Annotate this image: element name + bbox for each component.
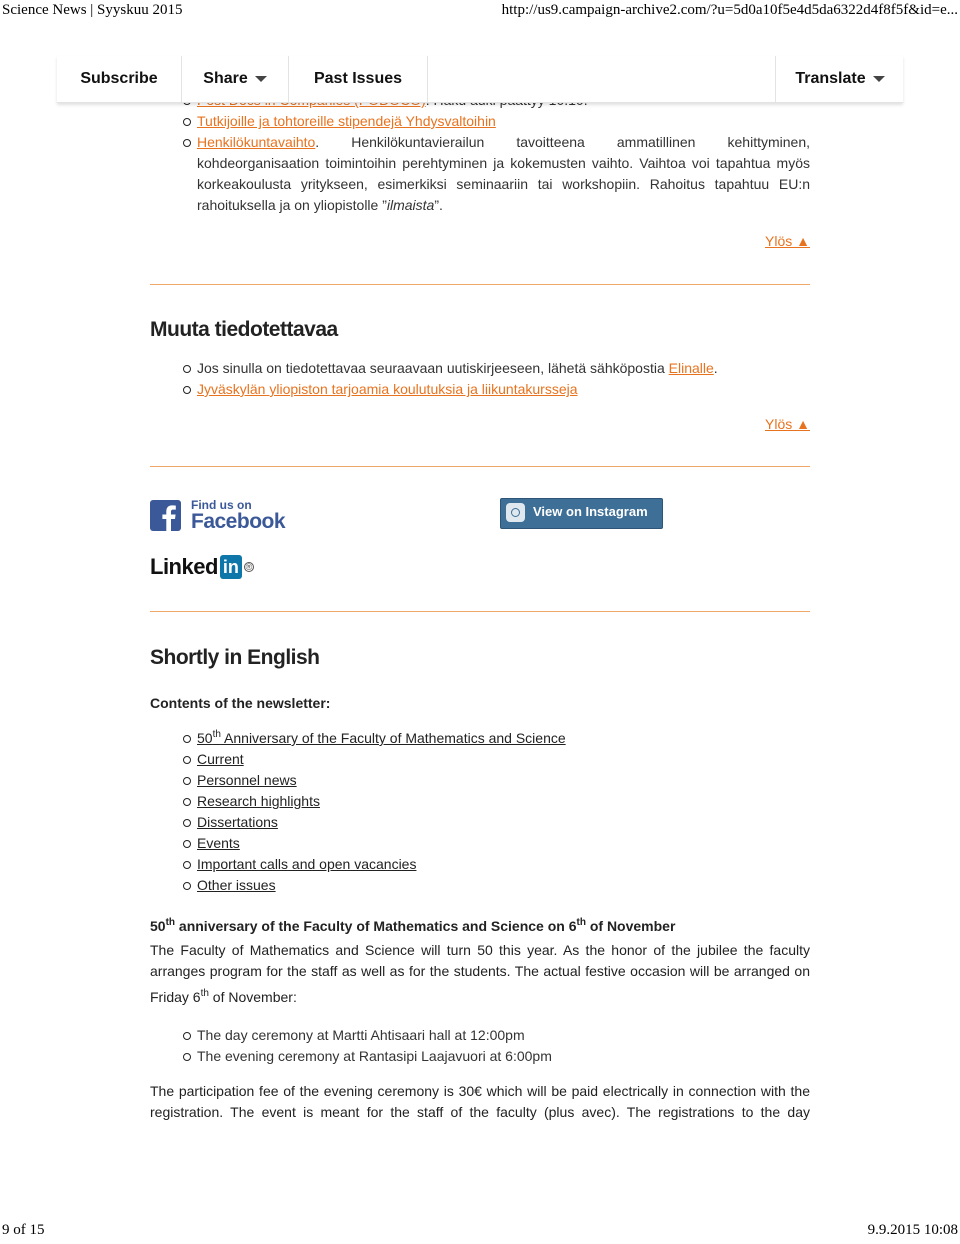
- past-issues-button[interactable]: [289, 56, 428, 102]
- ceremony-list: [150, 1025, 810, 1067]
- section-divider: [150, 284, 810, 285]
- staff-exchange-link[interactable]: Henkilökuntavaihto: [197, 134, 316, 150]
- list-item-end: .: [713, 360, 718, 376]
- back-to-top-link[interactable]: Ylös ▲: [765, 416, 810, 432]
- list-item: [150, 875, 810, 896]
- date-part: Friday 6: [150, 989, 201, 1005]
- fee-paragraph: The participation fee of the evening ceremony is 30€ which will be paid electrically in connection with the registration. The event is meant for the staff of the faculty (plus avec). The registrations to the day: [150, 1083, 810, 1120]
- share-button[interactable]: [182, 56, 289, 102]
- section-heading-english: Shortly in English: [150, 646, 320, 669]
- instagram-camera-icon: [506, 503, 525, 522]
- list-item: [150, 749, 810, 770]
- list-item: [150, 358, 810, 379]
- caret-down-icon: [255, 76, 267, 82]
- list-item: [150, 812, 810, 833]
- section-heading-muuta: Muuta tiedotettavaa: [150, 318, 338, 341]
- linkedin-word: Linked: [150, 554, 218, 579]
- print-header-url: http://us9.campaign-archive2.com/?u=5d0a10f5e4d5da6322d4f8f5f&id=e...: [501, 2, 958, 18]
- ceremony-text: The day ceremony at Martti Ahtisaari hall at 12:00pm: [197, 1027, 525, 1043]
- past-issues-label: Past Issues: [313, 70, 403, 87]
- stipend-link[interactable]: Tutkijoille ja tohtoreille stipendejä Yhdysvaltoihin: [197, 113, 496, 129]
- linkedin-badge[interactable]: [150, 554, 254, 580]
- linkedin-icon: in: [220, 555, 242, 579]
- translate-button[interactable]: [775, 56, 904, 102]
- anniversary-heading: [150, 916, 810, 937]
- instagram-badge[interactable]: [500, 498, 663, 529]
- section-divider: [150, 466, 810, 467]
- anniversary-date-line: [150, 987, 810, 1008]
- elina-email-link[interactable]: Elinalle: [668, 360, 714, 376]
- facebook-find-text: Find us on: [191, 498, 252, 512]
- facebook-badge[interactable]: [150, 498, 286, 539]
- list-item: [150, 132, 810, 216]
- toc-link[interactable]: Research highlights: [197, 793, 320, 809]
- page-number: 9 of 15: [2, 1222, 45, 1238]
- list-item: [150, 1025, 810, 1046]
- toc-number: 50: [197, 730, 213, 746]
- toc-link[interactable]: Dissertations: [197, 814, 278, 830]
- date-part: of November:: [208, 989, 297, 1005]
- toc-superscript: th: [212, 729, 221, 740]
- heading-part: of November: [585, 918, 676, 934]
- list-item: [150, 791, 810, 812]
- translate-label: Translate: [795, 70, 866, 87]
- list-item: [150, 1046, 810, 1067]
- caret-down-icon: [873, 76, 885, 82]
- section-divider: [150, 611, 810, 612]
- toc-link[interactable]: Other issues: [197, 877, 276, 893]
- facebook-name-text: Facebook: [191, 510, 286, 533]
- archive-nav-bar: [57, 56, 903, 103]
- list-item: [150, 728, 810, 749]
- print-header: [0, 2, 960, 24]
- anniversary-paragraph: The Faculty of Mathematics and Science will turn 50 this year. As the honor of the jubilee the faculty arranges program for the staff as well as for the students. The actual festive occasion will be arranged on: [150, 942, 810, 979]
- toc-link[interactable]: Current: [197, 751, 244, 767]
- list-item-text: Jos sinulla on tiedotettavaa seuraavaan uutiskirjeeseen, lähetä sähköpostia: [197, 360, 669, 376]
- emphasis-text: ilmaista: [386, 197, 435, 213]
- date-superscript: th: [200, 988, 209, 999]
- contents-label: Contents of the newsletter:: [150, 695, 331, 711]
- print-header-title: Science News | Syyskuu 2015: [2, 2, 183, 18]
- subscribe-button[interactable]: [57, 56, 182, 102]
- heading-part: 50: [150, 918, 166, 934]
- contents-list: [150, 728, 810, 896]
- registered-mark: ®: [245, 562, 253, 572]
- toc-title: Anniversary of the Faculty of Mathematics and Science: [220, 730, 566, 746]
- quote-close: ”.: [434, 197, 443, 213]
- ceremony-text: The evening ceremony at Rantasipi Laajavuori at 6:00pm: [197, 1048, 552, 1064]
- toc-link[interactable]: Important calls and open vacancies: [197, 856, 417, 872]
- list-item: [150, 854, 810, 875]
- toc-link-anniversary[interactable]: [197, 730, 566, 746]
- toc-link[interactable]: Events: [197, 835, 240, 851]
- list-item: [150, 833, 810, 854]
- list-item: [150, 379, 810, 400]
- instagram-label: View on Instagram: [533, 504, 648, 519]
- back-to-top-link[interactable]: Ylös ▲: [765, 233, 810, 249]
- funding-list: [150, 90, 810, 216]
- list-item-text: . Henkilökuntavierailun tavoitteena ammatillinen kehittyminen, kohdeorganisaation toimintoihin perehtyminen ja kokemusten vaihto. Vaihtoa voi tapahtua myös korkeakoulusta yritykseen, esimerkiksi seminaariin tai workshopiin. Rahoitus tapahtuu EU:n rahoituksella ja on yliopistolle: [197, 134, 810, 213]
- list-item: [150, 111, 810, 132]
- heading-part: anniversary of the Faculty of Mathematics and Science on 6: [175, 918, 577, 934]
- print-timestamp: 9.9.2015 10:08: [867, 1222, 958, 1238]
- share-label: Share: [203, 70, 248, 87]
- muuta-list: [150, 358, 810, 400]
- quote-open: ”: [382, 197, 387, 213]
- heading-superscript: th: [165, 917, 176, 928]
- subscribe-label: Subscribe: [80, 70, 158, 87]
- heading-superscript: th: [576, 917, 586, 928]
- toc-link[interactable]: Personnel news: [197, 772, 297, 788]
- list-item: [150, 770, 810, 791]
- courses-link[interactable]: Jyväskylän yliopiston tarjoamia koulutuksia ja liikuntakursseja: [197, 381, 578, 397]
